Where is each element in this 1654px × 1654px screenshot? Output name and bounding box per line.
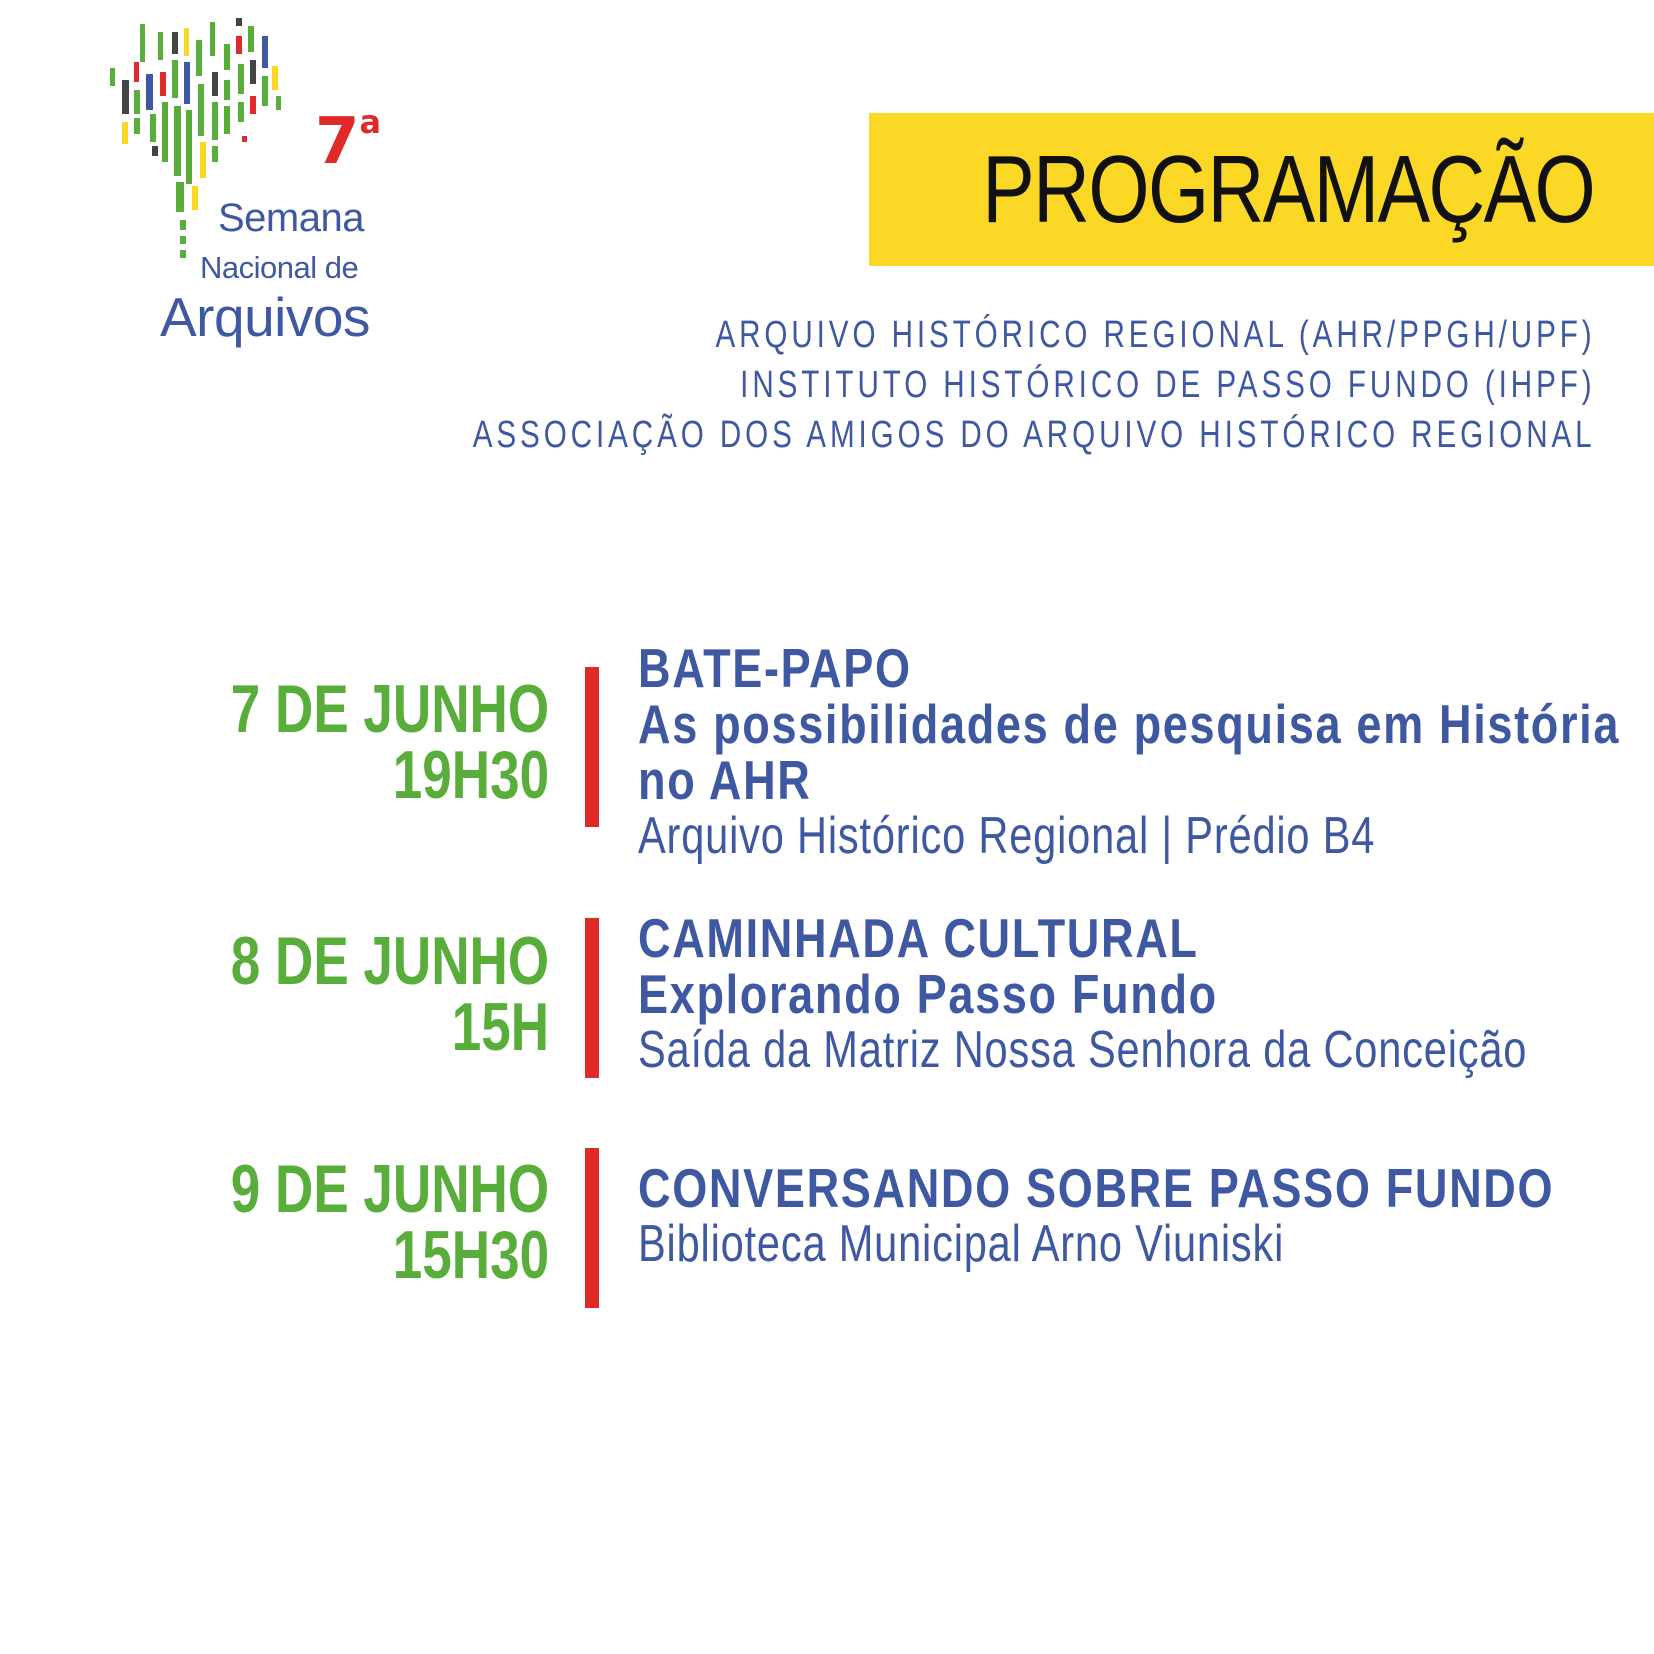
organizer-line: INSTITUTO HISTÓRICO DE PASSO FUNDO (IHPF) [740, 364, 1596, 406]
event-type: CONVERSANDO SOBRE PASSO FUNDO [638, 1157, 1555, 1219]
event-date: 7 DE JUNHO [230, 671, 549, 747]
event-date: 9 DE JUNHO [230, 1151, 549, 1227]
event-location: Biblioteca Municipal Arno Viuniski [638, 1215, 1285, 1273]
event-time: 19H30 [392, 737, 549, 813]
logo-edition: 7$^a$ [315, 103, 382, 179]
event-location: Arquivo Histórico Regional | Prédio B4 [638, 807, 1376, 865]
event-logo [100, 10, 420, 350]
event-title: Explorando Passo Fundo [638, 963, 1218, 1025]
logo-line-nacional: Nacional de [200, 250, 359, 285]
event-time: 15H [451, 989, 549, 1065]
event-datetime [141, 671, 549, 813]
event-divider [585, 667, 599, 827]
event-details [638, 1157, 1654, 1273]
event-datetime [141, 1151, 549, 1293]
event-divider [585, 1148, 599, 1308]
organizers-list [156, 310, 1596, 460]
event-time: 15H30 [392, 1217, 549, 1293]
event-date: 8 DE JUNHO [230, 923, 549, 999]
logo-line-arquivos: Arquivos [160, 286, 370, 348]
page-title: PROGRAMAÇÃO [982, 135, 1594, 243]
event-type: CAMINHADA CULTURAL [638, 907, 1199, 969]
event-details [638, 637, 1654, 865]
organizer-line: ARQUIVO HISTÓRICO REGIONAL (AHR/PPGH/UPF) [715, 314, 1596, 356]
event-details [638, 907, 1654, 1079]
event-location: Saída da Matriz Nossa Senhora da Conceição [638, 1021, 1528, 1079]
event-title: As possibilidades de pesquisa em História [638, 693, 1621, 755]
event-datetime [141, 923, 549, 1065]
event-divider [585, 918, 599, 1078]
event-title-cont: no AHR [638, 749, 812, 811]
title-banner [869, 113, 1654, 266]
event-type: BATE-PAPO [638, 637, 912, 699]
logo-line-semana: Semana [218, 196, 364, 240]
organizer-line: ASSOCIAÇÃO DOS AMIGOS DO ARQUIVO HISTÓRICO REGIONAL [473, 414, 1596, 456]
